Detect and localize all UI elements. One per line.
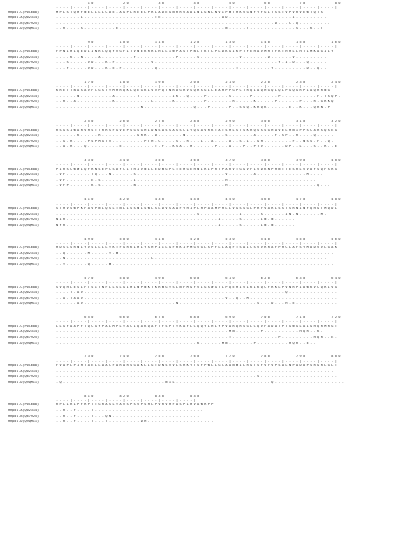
- sequence-label: HRpol-A(Q02314): [8, 94, 40, 98]
- residue-sequence: ...............................................................................: [56, 369, 335, 373]
- residue-sequence: HDSCSRNLYVSLLLLYKTFGRKLHLYSHPIILGFRKIPMGVGLSPFLLAQFTSAICSVVRRAFPHCLAFSYMDDVVLGAK: [56, 246, 339, 250]
- residue-sequence: ....K..N....A.........F...........P.....S...........V.......D......V.........: [56, 55, 328, 59]
- residue-sequence: SVQHLESLFTSITNFLLSLGIHLNPNKTKRWGYSLNFMGYVIGSWGTLPQEHIVLKIKQCFRKLPVNRPIDWKVCQRIVG: [56, 285, 339, 289]
- position-numbers: 730 740 750 760 770 780 790 800: [56, 355, 342, 359]
- residue-sequence: ..G.R....PSPMGTV.........PTH.C....S..R...L..A....D..S.L..GH........F..NSS.F..Q.: [56, 139, 335, 143]
- residue-sequence: ..Y......Q.....W...............................................................: [56, 263, 335, 267]
- sequence-label: HRpol-B(Q67925): [8, 257, 40, 261]
- position-numbers: 10 20 30 40 50 60 70 80: [56, 2, 342, 5]
- sequence-label: HRpol-A(Q02314): [8, 173, 40, 177]
- sequence-label: HRpol-A(Q02314): [8, 330, 40, 334]
- residue-sequence: ...F.....VD...K.E.F.........Q......................T.........Y.........D..Q..: [56, 66, 328, 70]
- position-ruler: ....|....|....|....|....|....|....|....|....|....|....|....|....|....|....|....|: [56, 241, 339, 245]
- residue-sequence: PIRSCWWLQFRNSEPCSDYCLTHIVNLLEDWGPCTEHGEHNIRIPRTPARVTGGVFLVDKNPHNTTESRLVVDFSQFSRG: [56, 167, 339, 171]
- sequence-label: HRpol-D(Q9QMI1): [8, 302, 40, 306]
- alignment-block: [0, 2, 405, 33]
- sequence-label: HRpol-D(Q9QMI1): [8, 263, 40, 267]
- position-numbers: 410 420 430 440 450 460 470 480: [56, 198, 342, 202]
- sequence-label: HRpol-A(Q02314): [8, 251, 40, 255]
- position-ruler: ....|....|....|....|....|....|....|....|....|....|....|....|....|....|....|....|: [56, 359, 339, 363]
- sequence-label: HRpol-D(Q9QMI1): [8, 66, 40, 70]
- position-ruler: ....|....|....|....|....|....|....|....|....|....|....|....|....|....|....|....|: [56, 45, 339, 49]
- sequence-label: HRpol-A(Q02314): [8, 408, 40, 412]
- sequence-row: [0, 106, 405, 112]
- alignment-block: [0, 238, 405, 269]
- sequence-label: HRpol-D(Q9QMI1): [8, 184, 40, 188]
- residue-sequence: FPNIHLQEDIINRCQQYVGFLTVNEKRRLHLLIWPASTPNLTKTLPLDKGIKPTFEHAVMHTFKTHHLLHTLMKAGILY: [56, 50, 335, 54]
- alignment-block: [0, 316, 405, 347]
- residue-sequence: ......N.........A......T.........IK..Q....P......S.....P.......P..........F.TSQP.: [56, 94, 342, 98]
- sequence-row: [0, 145, 405, 151]
- sequence-label: HRpol-C(P0C688): [8, 207, 40, 211]
- residue-sequence: STHVSWPKFAVPNLQSLTNLLSSNLSWLSLDVSAAFYHIPLHPAAMPHLLVGSSGLPRYVARLSSTSRNINYQHGTMQDL: [56, 207, 339, 211]
- position-ruler: ....|....|....|....|....|....|....|....|....|....|....|....|....|....|....|....|: [56, 6, 339, 10]
- sequence-label: HRpol-C(P0C688): [8, 50, 40, 54]
- residue-sequence: KRETTNASAVFCGSTYMHRQKLQEGKLVVPQTNRDGRVSQRSGILEAHPPGPCTRQLAQHGQLQLPGQGRPLAQRRNG: [56, 89, 332, 93]
- residue-sequence: ..R..Y....T...QN.........................: [56, 414, 201, 418]
- sequence-label: HRpol-D(Q9QMI1): [8, 420, 40, 424]
- residue-sequence: .VF.......E.S.........I.........................H.........................: [56, 178, 318, 182]
- sequence-label: HRpol-C(P0C688): [8, 246, 40, 250]
- alignment-block: [0, 198, 405, 229]
- residue-sequence: .VFP......K.S.........N.........................H.........................Q...: [56, 184, 332, 188]
- residue-sequence: ..R..Y....T...............................: [56, 408, 205, 412]
- sequence-label: HRpol-A(Q02314): [8, 369, 40, 373]
- position-numbers: 90 100 110 120 130 140 150 160: [56, 41, 342, 45]
- residue-sequence: ..N........................L.................................................: [56, 257, 328, 261]
- residue-sequence: RSGSIWARVHSTTRRSFGVEPSGSGHIDNSASSASSCLYQSAVRKTATSHLSTSKRQSSSGHAVELHNIPPSCARSQSEG: [56, 128, 339, 132]
- residue-sequence: ..R..A..........K..........L.....K........P.......R.....K.....P......P...R.GRKQ: [56, 100, 335, 104]
- sequence-row: [0, 342, 405, 348]
- sequence-row: [0, 381, 405, 387]
- sequence-label: HRpol-A(Q02314): [8, 212, 40, 216]
- residue-sequence: ..A.TAAV........................................V..Q..M.........................: [56, 296, 339, 300]
- residue-sequence: ......AV..........................N......................S...D...H.E............: [56, 302, 339, 306]
- sequence-label: HRpol-D(Q9QMI1): [8, 27, 40, 31]
- position-numbers: 250 260 270 280 290 300 310 320: [56, 119, 342, 123]
- sequence-alignment: [0, 2, 405, 434]
- sequence-label: HRpol-D(Q9QMI1): [8, 341, 40, 345]
- alignment-block: [0, 277, 405, 308]
- residue-sequence: ........................................K......MN.......P.........HQR..E..: [56, 341, 318, 345]
- sequence-label: HRpol-B(Q67925): [8, 336, 40, 339]
- sequence-label: HRpol-B(Q67925): [8, 414, 40, 418]
- position-ruler: ....|....|....|....|....|....|....|....|....|....|....|....|....|....|....|....|: [56, 84, 339, 88]
- position-ruler: ....|....|....|....|....|....|....|....|....|....|....|....|....|....|....|....|: [56, 202, 339, 206]
- position-numbers: 170 180 190 200 210 220 230 240: [56, 80, 342, 84]
- sequence-label: HRpol-C(P0C688): [8, 285, 40, 289]
- sequence-label: HRpol-C(P0C688): [8, 324, 40, 328]
- residue-sequence: ....T.AV.........................................................Q..............: [56, 291, 339, 295]
- position-ruler: ....|....|....|....|....|....|....|....|....|....|....|....|....|....|....|....|: [56, 281, 339, 285]
- sequence-row: [0, 420, 405, 426]
- sequence-label: HRpol-B(Q67925): [8, 178, 40, 182]
- sequence-label: HRpol-B(Q67925): [8, 139, 40, 143]
- sequence-row: [0, 263, 405, 269]
- sequence-label: HRpol-D(Q9QMI1): [8, 145, 40, 149]
- sequence-row: [0, 302, 405, 308]
- residue-sequence: ........................N..............Q...P.....P..SSQ.KRQK......E..K...QRN.P: [56, 105, 332, 109]
- residue-sequence: ..R..Y....T...T.........DH...................: [56, 420, 215, 424]
- sequence-label: HRpol-C(P0C688): [8, 403, 40, 407]
- position-numbers: 570 580 590 600 610 620 630 640: [56, 276, 342, 280]
- residue-sequence: .................................................MN.......P..........HQR..K.: [56, 330, 325, 334]
- alignment-block: [0, 395, 405, 426]
- residue-sequence: .........................................................S......................: [56, 375, 339, 379]
- sequence-label: HRpol-C(P0C688): [8, 10, 40, 14]
- alignment-block: [0, 355, 405, 386]
- residue-sequence: ........................................S...........I.....S......IN.N......M.: [56, 212, 328, 216]
- residue-sequence: MPLSTQHFNELLLLCDE-AGPLREELPRLADEGNRRVADLNLGNLNVIPWTHKVGNFYFGLTSSTVPVRVEWTQTS: [56, 10, 325, 14]
- position-ruler: ....|....|....|....|....|....|....|....|....|....|....|....|....|....|....|....|: [56, 320, 339, 324]
- residue-sequence: ..............................................................D...C.Q.........: [56, 21, 332, 25]
- sequence-label: HRpol-C(P0C688): [8, 167, 40, 171]
- sequence-label: HRpol-D(Q9QMI1): [8, 105, 40, 109]
- sequence-row: [0, 224, 405, 230]
- sequence-label: HRpol-C(P0C688): [8, 89, 40, 93]
- sequence-label: HRpol-A(Q02314): [8, 55, 40, 59]
- residue-sequence: .VF.......TQ...N......S.........................V.......A..............M....: [56, 173, 325, 177]
- sequence-label: HRpol-C(P0C688): [8, 128, 40, 132]
- alignment-block: [0, 159, 405, 190]
- sequence-label: HRpol-C(P0C688): [8, 364, 40, 368]
- position-ruler: ....|....|....|....|....|....|....|....|: [56, 398, 198, 402]
- sequence-label: HRpol-A(Q02314): [8, 16, 40, 20]
- residue-sequence: NIR...........................................I.....S.....IN.N......: [56, 218, 297, 222]
- sequence-row: [0, 27, 405, 33]
- sequence-label: HRpol-B(Q67925): [8, 296, 40, 300]
- alignment-block: [0, 120, 405, 151]
- sequence-label: HRpol-B(Q67925): [8, 375, 40, 379]
- sequence-label: HRpol-A(Q02314): [8, 291, 40, 295]
- residue-sequence: RPLLRLPFRPTTGRASLYAVSPSVPSHLPVRVHFASPLHVAWRPP: [56, 403, 215, 407]
- alignment-block: [0, 81, 405, 112]
- sequence-label: HRpol-D(Q9QMI1): [8, 223, 40, 227]
- sequence-label: HRpol-B(Q67925): [8, 21, 40, 25]
- position-numbers: 330 340 350 360 370 380 390 400: [56, 159, 342, 163]
- residue-sequence: LLGFAAPFTQCGYPALMPLYACIQAKQAFTFSPTYKAFLCQQYLHLYPVARQRSGLCQVFADATPTGWGLAIGHQRMRGT: [56, 324, 339, 328]
- sequence-label: HRpol-B(Q67925): [8, 61, 40, 65]
- sequence-label: HRpol-B(Q67925): [8, 218, 40, 222]
- residue-sequence: ...S.....VD...K.F..........V...................................Y.I.D...Q.....: [56, 61, 328, 65]
- sequence-label: HRpol-B(Q67925): [8, 100, 40, 104]
- position-numbers: 810 820 830 840: [56, 394, 201, 398]
- residue-sequence: NYR...........................................I.....S.....IN.N......: [56, 223, 297, 227]
- residue-sequence: ..A.R...Q.........E.........T.F..KSA..H......P...A...P..PTV......DP..L...S..R..E: [56, 145, 339, 149]
- residue-sequence: ......K.....R..........GRR..D.......N...........S.......A.....F.SP..R....Q.....: [56, 134, 335, 138]
- residue-sequence: FVAPLPIHTAELLAACFARARSGAKLIGTDNSVVLSRKYTSFPWLLGCAANWILRGTSFVYVPSALNPADDPSRGRLGLT: [56, 364, 339, 368]
- residue-sequence: ..R....S--.......E..............................N.....T.............S...K..T: [56, 27, 325, 31]
- residue-sequence: .......L....................TE.................AD..................I.........: [56, 16, 328, 20]
- position-numbers: 490 500 510 520 530 540 550 560: [56, 237, 342, 241]
- sequence-row: [0, 67, 405, 73]
- alignment-block: [0, 41, 405, 72]
- residue-sequence: .................................................T.............P.........HQR..E.: [56, 336, 339, 339]
- residue-sequence: .Q.............................NIL...........................Q....................: [56, 380, 346, 384]
- sequence-label: HRpol-A(Q02314): [8, 134, 40, 138]
- position-ruler: ....|....|....|....|....|....|....|....|....|....|....|....|....|....|....|....|: [56, 163, 339, 167]
- sequence-row: [0, 184, 405, 190]
- position-numbers: 650 660 670 680 690 700 710 720: [56, 316, 342, 320]
- residue-sequence: ..Q......M.....Y.W.............................................................: [56, 251, 335, 255]
- sequence-label: HRpol-D(Q9QMI1): [8, 380, 40, 384]
- position-ruler: ....|....|....|....|....|....|....|....|....|....|....|....|....|....|....|....|: [56, 123, 339, 127]
